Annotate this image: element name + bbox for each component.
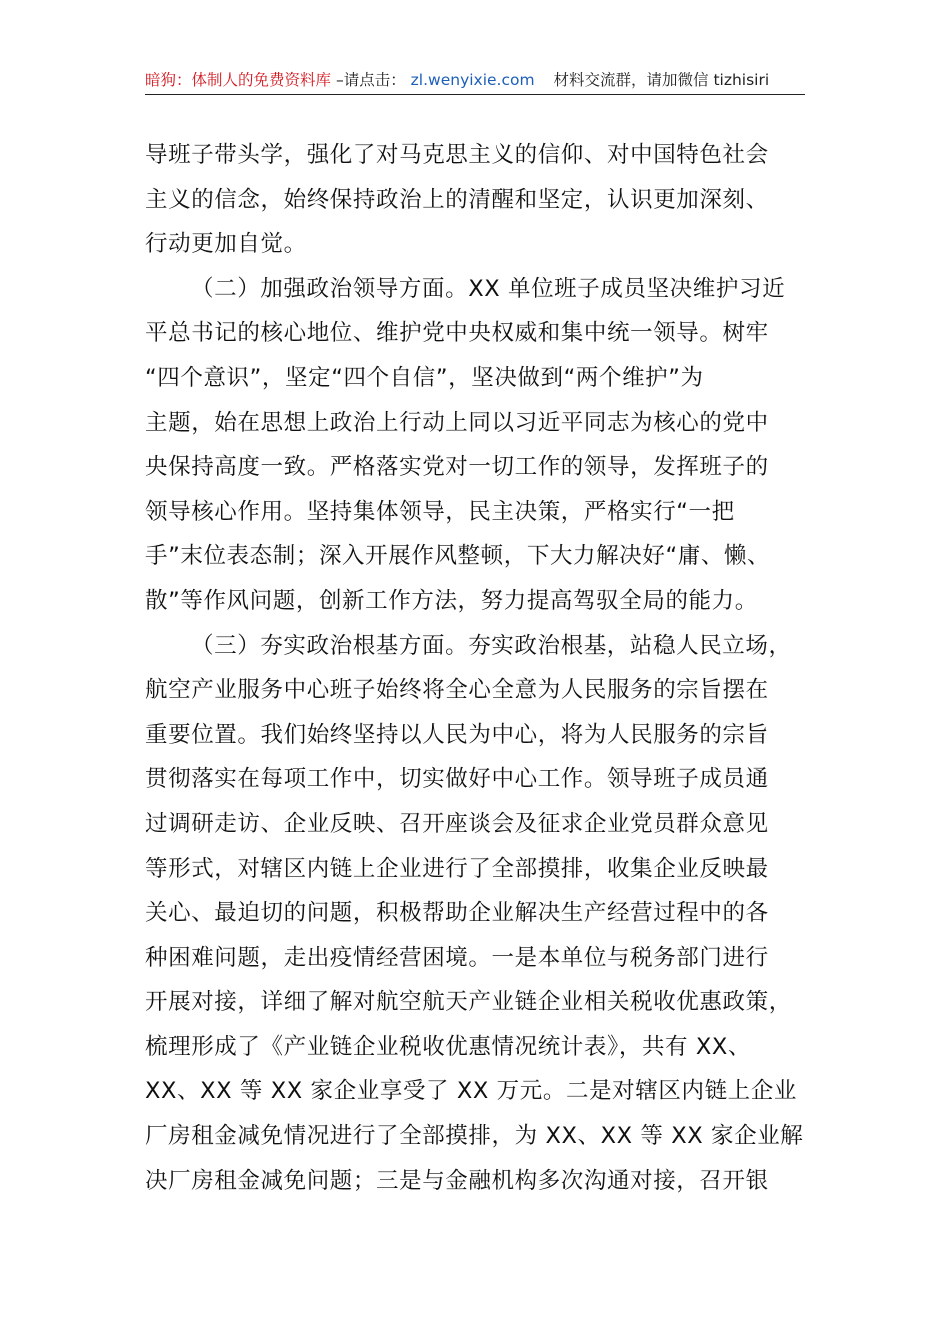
- document-body: [145, 133, 813, 1203]
- paragraph-line: 厂房租金减免情况进行了全部摸排，为 XX、XX 等 XX 家企业解: [145, 1123, 804, 1150]
- header-prompt: –请点击：: [335, 71, 406, 89]
- header-site-name: 暗狗：体制人的免费资料库: [145, 71, 332, 89]
- paragraph-line: 重要位置。我们始终坚持以人民为中心，将为人民服务的宗旨: [145, 721, 769, 748]
- paragraph-line: （二）加强政治领导方面。XX 单位班子成员坚决维护习近: [191, 275, 786, 302]
- paragraph-line: （三）夯实政治根基方面。夯实政治根基，站稳人民立场，: [191, 632, 792, 659]
- paragraph-line: 领导核心作用。坚持集体领导，民主决策，严格实行“一把: [145, 498, 735, 525]
- page-header: [145, 68, 805, 95]
- paragraph-line: 主题，始在思想上政治上行动上同以习近平同志为核心的党中: [145, 409, 769, 436]
- paragraph-line: 行动更加自觉。: [145, 231, 307, 258]
- paragraph-line: 开展对接，详细了解对航空航天产业链企业相关税收优惠政策，: [145, 989, 792, 1016]
- paragraph-line: XX、XX 等 XX 家企业享受了 XX 万元。二是对辖区内链上企业: [145, 1078, 797, 1105]
- paragraph-line: 主义的信念，始终保持政治上的清醒和坚定，认识更加深刻、: [145, 186, 769, 213]
- paragraph-line: “四个意识”，坚定“四个自信”，坚决做到“两个维护”为: [145, 364, 704, 391]
- header-wechat-note: 材料交流群，请加微信 tizhisiri: [553, 71, 770, 89]
- paragraph-line: 贯彻落实在每项工作中，切实做好中心工作。领导班子成员通: [145, 766, 769, 793]
- paragraph-line: 决厂房租金减免问题；三是与金融机构多次沟通对接，召开银: [145, 1167, 769, 1194]
- header-url-link[interactable]: zl.wenyixie.com: [410, 71, 535, 89]
- paragraph-line: 央保持高度一致。严格落实党对一切工作的领导，发挥班子的: [145, 454, 769, 481]
- paragraph-line: 等形式，对辖区内链上企业进行了全部摸排，收集企业反映最: [145, 855, 769, 882]
- paragraph-line: 导班子带头学，强化了对马克思主义的信仰、对中国特色社会: [145, 142, 769, 168]
- paragraph-line: 关心、最迫切的问题，积极帮助企业解决生产经营过程中的各: [145, 900, 769, 927]
- paragraph-line: 航空产业服务中心班子始终将全心全意为人民服务的宗旨摆在: [145, 677, 769, 704]
- paragraph-line: 手”末位表态制；深入开展作风整顿，下大力解决好“庸、懒、: [145, 543, 771, 570]
- paragraph-line: 过调研走访、企业反映、召开座谈会及征求企业党员群众意见: [145, 810, 769, 837]
- paragraph-line: 梳理形成了《产业链企业税收优惠情况统计表》，共有 XX、: [145, 1033, 752, 1060]
- paragraph-line: 平总书记的核心地位、维护党中央权威和集中统一领导。树牢: [145, 320, 769, 347]
- paragraph-line: 种困难问题，走出疫情经营困境。一是本单位与税务部门进行: [145, 944, 769, 971]
- paragraph-line: 散”等作风问题，创新工作方法，努力提高驾驭全局的能力。: [145, 587, 758, 614]
